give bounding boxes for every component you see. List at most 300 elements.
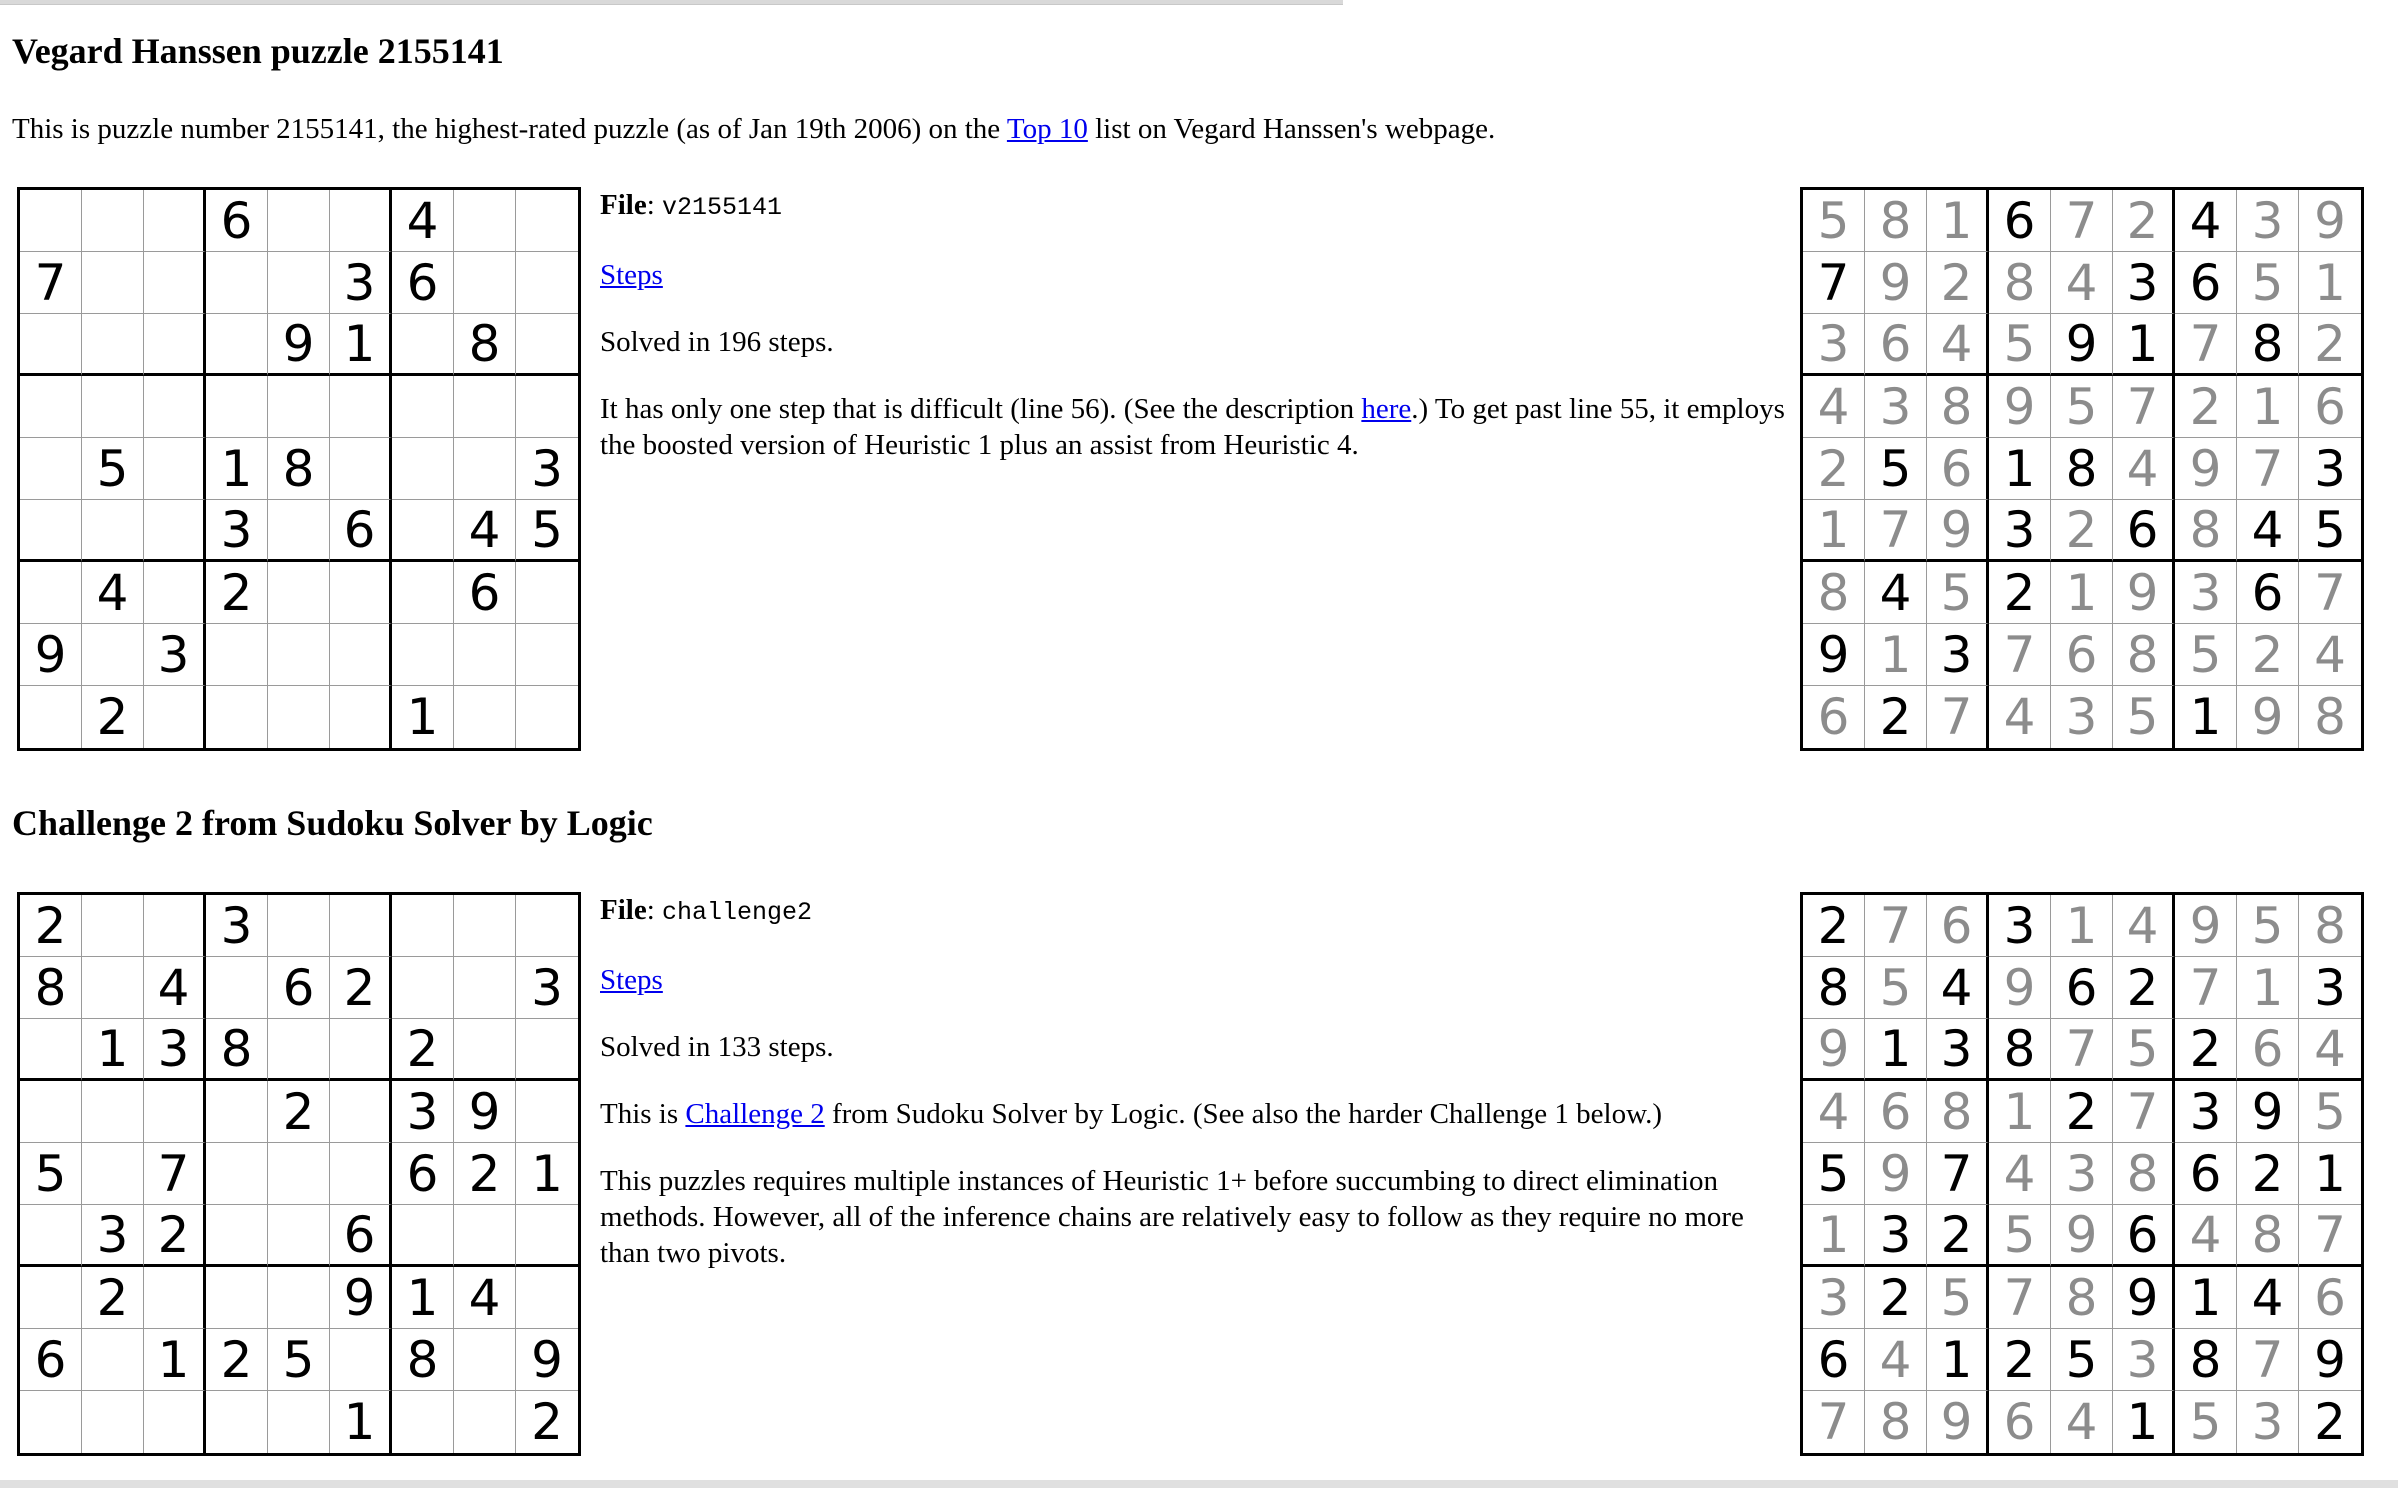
- cell-digit: 3: [531, 958, 563, 1017]
- cell-digit: 9: [2189, 439, 2222, 498]
- sudoku-cell: [392, 895, 454, 957]
- sudoku-cell: [2299, 500, 2361, 562]
- sudoku-cell: [2299, 1329, 2361, 1391]
- sudoku-cell: [20, 1267, 82, 1329]
- cell-digit: 5: [2126, 688, 2159, 746]
- sudoku-cell: [2299, 562, 2361, 624]
- sudoku-cell: [2113, 1329, 2175, 1391]
- sudoku-cell: [2175, 562, 2237, 624]
- sudoku-cell: [392, 1143, 454, 1205]
- sudoku-cell: [2113, 1143, 2175, 1205]
- cell-digit: 6: [282, 958, 315, 1017]
- sudoku-cell: [454, 957, 516, 1019]
- sudoku-cell: [1989, 895, 2051, 957]
- cell-digit: 1: [2251, 958, 2284, 1017]
- sudoku-cell: [20, 562, 82, 624]
- sudoku-cell: [454, 562, 516, 624]
- sudoku-cell: [2299, 1267, 2361, 1329]
- sudoku-cell: [2175, 1019, 2237, 1081]
- puzzle-grid: [17, 892, 581, 1456]
- sudoku-cell: [2113, 957, 2175, 1019]
- puzzle-info: [600, 187, 1795, 494]
- cell-digit: 3: [531, 439, 563, 498]
- sudoku-cell: [1865, 376, 1927, 438]
- sudoku-cell: [454, 190, 516, 252]
- cell-digit: 4: [1817, 377, 1850, 436]
- cell-digit: 2: [1940, 253, 1973, 312]
- cell-digit: 3: [2314, 958, 2346, 1017]
- sudoku-cell: [2051, 686, 2113, 748]
- sudoku-cell: [268, 314, 330, 376]
- cell-digit: 2: [2251, 625, 2284, 684]
- sudoku-cell: [516, 314, 578, 376]
- cell-digit: 2: [2065, 500, 2098, 559]
- sudoku-cell: [268, 1267, 330, 1329]
- sudoku-cell: [392, 376, 454, 438]
- sudoku-cell: [516, 895, 578, 957]
- cell-digit: 2: [96, 1268, 129, 1327]
- cell-digit: 3: [2003, 896, 2036, 955]
- cell-digit: 7: [2251, 439, 2284, 498]
- sudoku-cell: [516, 562, 578, 624]
- sudoku-cell: [392, 1267, 454, 1329]
- cell-digit: 8: [2065, 1268, 2098, 1327]
- cell-digit: 1: [1940, 1330, 1973, 1389]
- cell-digit: 2: [2065, 1082, 2098, 1141]
- sudoku-cell: [144, 314, 206, 376]
- sudoku-cell: [2175, 1081, 2237, 1143]
- sudoku-cell: [2175, 1143, 2237, 1205]
- intro-text-after: list on Vegard Hanssen's webpage.: [1087, 113, 1496, 145]
- intro-paragraph: [12, 112, 1495, 147]
- cell-digit: 6: [2251, 563, 2284, 622]
- cell-digit: 3: [2065, 1144, 2098, 1203]
- sudoku-cell: [206, 1143, 268, 1205]
- sudoku-cell: [2051, 1143, 2113, 1205]
- sudoku-cell: [2299, 895, 2361, 957]
- sudoku-cell: [1927, 500, 1989, 562]
- sudoku-cell: [516, 1267, 578, 1329]
- sudoku-cell: [20, 500, 82, 562]
- cell-digit: 2: [2003, 1330, 2036, 1389]
- browser-tab-strip: [0, 0, 1343, 5]
- sudoku-cell: [206, 1329, 268, 1391]
- cell-digit: 2: [220, 563, 253, 622]
- sudoku-cell: [2299, 1205, 2361, 1267]
- sudoku-cell: [2237, 1391, 2299, 1453]
- cell-digit: 2: [1879, 688, 1912, 746]
- sudoku-cell: [1989, 1019, 2051, 1081]
- cell-digit: 8: [1879, 191, 1912, 250]
- sudoku-cell: [516, 1081, 578, 1143]
- sudoku-cell: [144, 500, 206, 562]
- sudoku-cell: [454, 1019, 516, 1081]
- sudoku-cell: [206, 686, 268, 748]
- cell-digit: 5: [1817, 1144, 1850, 1203]
- sudoku-cell: [2113, 895, 2175, 957]
- sudoku-cell: [1803, 376, 1865, 438]
- cell-digit: 3: [2003, 500, 2036, 559]
- sudoku-cell: [20, 252, 82, 314]
- sudoku-cell: [1803, 1205, 1865, 1267]
- sudoku-cell: [206, 252, 268, 314]
- sudoku-cell: [2299, 686, 2361, 748]
- sudoku-cell: [516, 686, 578, 748]
- sudoku-cell: [330, 1267, 392, 1329]
- sudoku-cell: [2051, 1391, 2113, 1453]
- sudoku-cell: [1865, 1143, 1927, 1205]
- sudoku-cell: [20, 1143, 82, 1205]
- sudoku-cell: [2237, 376, 2299, 438]
- cell-digit: 6: [1817, 688, 1850, 746]
- sudoku-cell: [82, 376, 144, 438]
- sudoku-cell: [454, 895, 516, 957]
- sudoku-cell: [1865, 624, 1927, 686]
- sudoku-cell: [206, 190, 268, 252]
- cell-digit: 9: [2126, 563, 2159, 622]
- cell-digit: 6: [2314, 1268, 2346, 1327]
- sudoku-cell: [330, 376, 392, 438]
- cell-digit: 3: [96, 1205, 129, 1264]
- cell-digit: 1: [2126, 1393, 2159, 1451]
- cell-digit: 6: [343, 500, 376, 559]
- sudoku-cell: [206, 624, 268, 686]
- solved-text: Solved in 133 steps.: [600, 1031, 834, 1063]
- sudoku-cell: [2175, 624, 2237, 686]
- cell-digit: 6: [1940, 896, 1973, 955]
- sudoku-cell: [82, 1081, 144, 1143]
- cell-digit: 1: [406, 688, 439, 746]
- sudoku-cell: [20, 895, 82, 957]
- cell-digit: 1: [2189, 688, 2222, 746]
- sudoku-cell: [1803, 957, 1865, 1019]
- description-text-before: It has only one step that is difficult (line 56). (See the description: [600, 393, 1362, 425]
- cell-digit: 9: [2126, 1268, 2159, 1327]
- sudoku-cell: [2113, 376, 2175, 438]
- sudoku-cell: [2237, 624, 2299, 686]
- sudoku-cell: [2175, 1329, 2237, 1391]
- cell-digit: 5: [1940, 563, 1973, 622]
- cell-digit: 9: [2065, 1205, 2098, 1264]
- sudoku-cell: [2237, 1081, 2299, 1143]
- cell-digit: 9: [1817, 625, 1850, 684]
- sudoku-cell: [330, 252, 392, 314]
- sudoku-cell: [1803, 190, 1865, 252]
- sudoku-cell: [2237, 686, 2299, 748]
- steps-link[interactable]: Steps: [600, 964, 663, 996]
- cell-digit: 5: [2251, 896, 2284, 955]
- sudoku-cell: [1927, 686, 1989, 748]
- sudoku-cell: [206, 957, 268, 1019]
- cell-digit: 6: [406, 1144, 439, 1203]
- cell-digit: 5: [1879, 439, 1912, 498]
- sudoku-cell: [516, 957, 578, 1019]
- cell-digit: 5: [1940, 1268, 1973, 1327]
- sudoku-cell: [144, 438, 206, 500]
- sudoku-cell: [2175, 252, 2237, 314]
- cell-digit: 2: [220, 1330, 253, 1389]
- sudoku-cell: [82, 686, 144, 748]
- sudoku-cell: [206, 1205, 268, 1267]
- sudoku-cell: [144, 1143, 206, 1205]
- sudoku-cell: [2113, 686, 2175, 748]
- description-paragraph: [600, 391, 1795, 463]
- cell-digit: 7: [2003, 625, 2036, 684]
- sudoku-cell: [1865, 252, 1927, 314]
- cell-digit: 2: [2314, 314, 2346, 373]
- cell-digit: 3: [1817, 1268, 1850, 1327]
- cell-digit: 3: [406, 1082, 439, 1141]
- cell-digit: 8: [2314, 688, 2346, 746]
- cell-digit: 4: [96, 563, 129, 622]
- cell-digit: 4: [2003, 1144, 2036, 1203]
- cell-digit: 1: [2314, 1144, 2346, 1203]
- cell-digit: 7: [2065, 191, 2098, 250]
- sudoku-cell: [1989, 1205, 2051, 1267]
- cell-digit: 4: [1879, 1330, 1912, 1389]
- cell-digit: 6: [2003, 1393, 2036, 1451]
- sudoku-cell: [1803, 1267, 1865, 1329]
- sudoku-cell: [2113, 562, 2175, 624]
- file-label: File: [600, 189, 647, 221]
- cell-digit: 4: [157, 958, 190, 1017]
- sudoku-cell: [2113, 1019, 2175, 1081]
- file-label: File: [600, 894, 647, 926]
- sudoku-cell: [2175, 500, 2237, 562]
- cell-digit: 3: [2126, 253, 2159, 312]
- sudoku-cell: [2051, 252, 2113, 314]
- cell-digit: 9: [2251, 688, 2284, 746]
- sudoku-cell: [2237, 895, 2299, 957]
- sudoku-cell: [1989, 624, 2051, 686]
- sudoku-cell: [268, 1081, 330, 1143]
- sudoku-cell: [2175, 438, 2237, 500]
- cell-digit: 1: [406, 1268, 439, 1327]
- sudoku-cell: [1865, 1081, 1927, 1143]
- cell-digit: 6: [1879, 314, 1912, 373]
- sudoku-cell: [2051, 1019, 2113, 1081]
- cell-digit: 7: [1940, 1144, 1973, 1203]
- sudoku-cell: [206, 314, 268, 376]
- sudoku-cell: [268, 500, 330, 562]
- sudoku-cell: [268, 252, 330, 314]
- sudoku-cell: [1803, 1143, 1865, 1205]
- sudoku-cell: [1927, 190, 1989, 252]
- sudoku-cell: [2113, 1081, 2175, 1143]
- sudoku-cell: [392, 1329, 454, 1391]
- cell-digit: 4: [2065, 1393, 2098, 1451]
- sudoku-cell: [2299, 957, 2361, 1019]
- cell-digit: 8: [2189, 1330, 2222, 1389]
- cell-digit: 7: [1879, 896, 1912, 955]
- cell-digit: 2: [2003, 563, 2036, 622]
- sudoku-cell: [268, 1143, 330, 1205]
- sudoku-cell: [82, 438, 144, 500]
- sudoku-cell: [2175, 895, 2237, 957]
- description-paragraph: [600, 1096, 1795, 1132]
- cell-digit: 1: [1817, 1205, 1850, 1264]
- sudoku-cell: [206, 562, 268, 624]
- cell-digit: 4: [2314, 625, 2346, 684]
- sudoku-cell: [2237, 1205, 2299, 1267]
- cell-digit: 7: [34, 253, 67, 312]
- description-text-after: from Sudoku Solver by Logic. (See also the harder Challenge 1 below.): [824, 1098, 1663, 1130]
- sudoku-cell: [20, 438, 82, 500]
- sudoku-cell: [1865, 1329, 1927, 1391]
- sudoku-cell: [1865, 1019, 1927, 1081]
- cell-digit: 7: [1940, 688, 1973, 746]
- cell-digit: 3: [2189, 1082, 2222, 1141]
- sudoku-cell: [2175, 686, 2237, 748]
- sudoku-cell: [330, 957, 392, 1019]
- sudoku-cell: [20, 957, 82, 1019]
- cell-digit: 9: [34, 625, 67, 684]
- sudoku-cell: [1865, 1267, 1927, 1329]
- sudoku-cell: [20, 1329, 82, 1391]
- cell-digit: 4: [2189, 1205, 2222, 1264]
- cell-digit: 2: [343, 958, 376, 1017]
- sudoku-cell: [2051, 190, 2113, 252]
- sudoku-cell: [206, 1081, 268, 1143]
- cell-digit: 9: [531, 1330, 563, 1389]
- cell-digit: 5: [2065, 377, 2098, 436]
- cell-digit: 1: [343, 1393, 376, 1451]
- sudoku-cell: [330, 895, 392, 957]
- sudoku-cell: [516, 438, 578, 500]
- sudoku-cell: [144, 1205, 206, 1267]
- cell-digit: 3: [343, 253, 376, 312]
- cell-digit: 9: [2003, 377, 2036, 436]
- challenge2-link[interactable]: Challenge 2: [685, 1098, 825, 1130]
- sudoku-cell: [1927, 314, 1989, 376]
- cell-digit: 1: [157, 1330, 190, 1389]
- sudoku-cell: [2175, 1205, 2237, 1267]
- sudoku-cell: [2175, 1267, 2237, 1329]
- cell-digit: 6: [1817, 1330, 1850, 1389]
- sudoku-cell: [516, 500, 578, 562]
- sudoku-cell: [1803, 1019, 1865, 1081]
- cell-digit: 3: [2189, 563, 2222, 622]
- cell-digit: 1: [343, 314, 376, 373]
- cell-digit: 6: [34, 1330, 67, 1389]
- sudoku-cell: [1989, 957, 2051, 1019]
- sudoku-cell: [2237, 562, 2299, 624]
- cell-digit: 5: [2251, 253, 2284, 312]
- here-link[interactable]: here: [1361, 393, 1412, 425]
- cell-digit: 1: [2126, 314, 2159, 373]
- sudoku-cell: [2175, 314, 2237, 376]
- sudoku-cell: [1803, 1391, 1865, 1453]
- sudoku-cell: [2299, 624, 2361, 686]
- sudoku-cell: [2299, 1019, 2361, 1081]
- sudoku-cell: [1927, 1081, 1989, 1143]
- file-name: v2155141: [662, 193, 783, 222]
- cell-digit: 2: [1879, 1268, 1912, 1327]
- sudoku-cell: [20, 314, 82, 376]
- cell-digit: 5: [2126, 1019, 2159, 1078]
- top10-link[interactable]: Top 10: [1006, 113, 1088, 145]
- cell-digit: 5: [2314, 1082, 2346, 1141]
- puzzle-grid: [17, 187, 581, 751]
- sudoku-cell: [82, 500, 144, 562]
- sudoku-cell: [2299, 1081, 2361, 1143]
- sudoku-cell: [392, 1019, 454, 1081]
- cell-digit: 7: [1817, 1393, 1850, 1451]
- sudoku-cell: [2051, 1267, 2113, 1329]
- sudoku-cell: [268, 438, 330, 500]
- sudoku-cell: [268, 1329, 330, 1391]
- cell-digit: 3: [2314, 439, 2346, 498]
- sudoku-cell: [454, 252, 516, 314]
- cell-digit: 4: [468, 500, 501, 559]
- sudoku-cell: [206, 1267, 268, 1329]
- sudoku-cell: [2113, 1391, 2175, 1453]
- sudoku-cell: [2299, 1143, 2361, 1205]
- cell-digit: 9: [343, 1268, 376, 1327]
- cell-digit: 1: [96, 1019, 129, 1078]
- cell-digit: 3: [220, 896, 253, 955]
- cell-digit: 9: [2251, 1082, 2284, 1141]
- steps-link[interactable]: Steps: [600, 259, 663, 291]
- cell-digit: 5: [2065, 1330, 2098, 1389]
- sudoku-cell: [392, 957, 454, 1019]
- sudoku-cell: [268, 376, 330, 438]
- cell-digit: 4: [2003, 688, 2036, 746]
- cell-digit: 2: [2189, 1019, 2222, 1078]
- sudoku-cell: [1927, 1143, 1989, 1205]
- sudoku-cell: [1803, 438, 1865, 500]
- cell-digit: 9: [2314, 191, 2346, 250]
- sudoku-cell: [82, 624, 144, 686]
- sudoku-cell: [2113, 1205, 2175, 1267]
- sudoku-cell: [1803, 562, 1865, 624]
- cell-digit: 8: [2251, 1205, 2284, 1264]
- sudoku-cell: [2051, 1205, 2113, 1267]
- sudoku-cell: [2299, 376, 2361, 438]
- cell-digit: 7: [2314, 563, 2346, 622]
- sudoku-cell: [454, 686, 516, 748]
- cell-digit: 9: [2314, 1330, 2346, 1389]
- sudoku-cell: [1927, 438, 1989, 500]
- sudoku-cell: [516, 1391, 578, 1453]
- sudoku-cell: [2051, 895, 2113, 957]
- sudoku-cell: [1927, 895, 1989, 957]
- cell-digit: 2: [2126, 958, 2159, 1017]
- sudoku-cell: [268, 624, 330, 686]
- sudoku-cell: [330, 500, 392, 562]
- sudoku-cell: [2237, 314, 2299, 376]
- sudoku-cell: [2051, 957, 2113, 1019]
- sudoku-cell: [392, 1081, 454, 1143]
- cell-digit: 2: [2314, 1393, 2346, 1451]
- sudoku-cell: [20, 1205, 82, 1267]
- sudoku-cell: [20, 624, 82, 686]
- cell-digit: 3: [157, 1019, 190, 1078]
- cell-digit: 5: [2003, 314, 2036, 373]
- cell-digit: 8: [1940, 1082, 1973, 1141]
- cell-digit: 3: [1940, 1019, 1973, 1078]
- sudoku-cell: [144, 190, 206, 252]
- sudoku-cell: [392, 624, 454, 686]
- sudoku-cell: [2237, 500, 2299, 562]
- sudoku-cell: [82, 895, 144, 957]
- sudoku-cell: [1927, 1019, 1989, 1081]
- sudoku-cell: [82, 562, 144, 624]
- cell-digit: 4: [1940, 958, 1973, 1017]
- sudoku-cell: [2299, 1391, 2361, 1453]
- sudoku-cell: [1927, 1267, 1989, 1329]
- cell-digit: 5: [282, 1330, 315, 1389]
